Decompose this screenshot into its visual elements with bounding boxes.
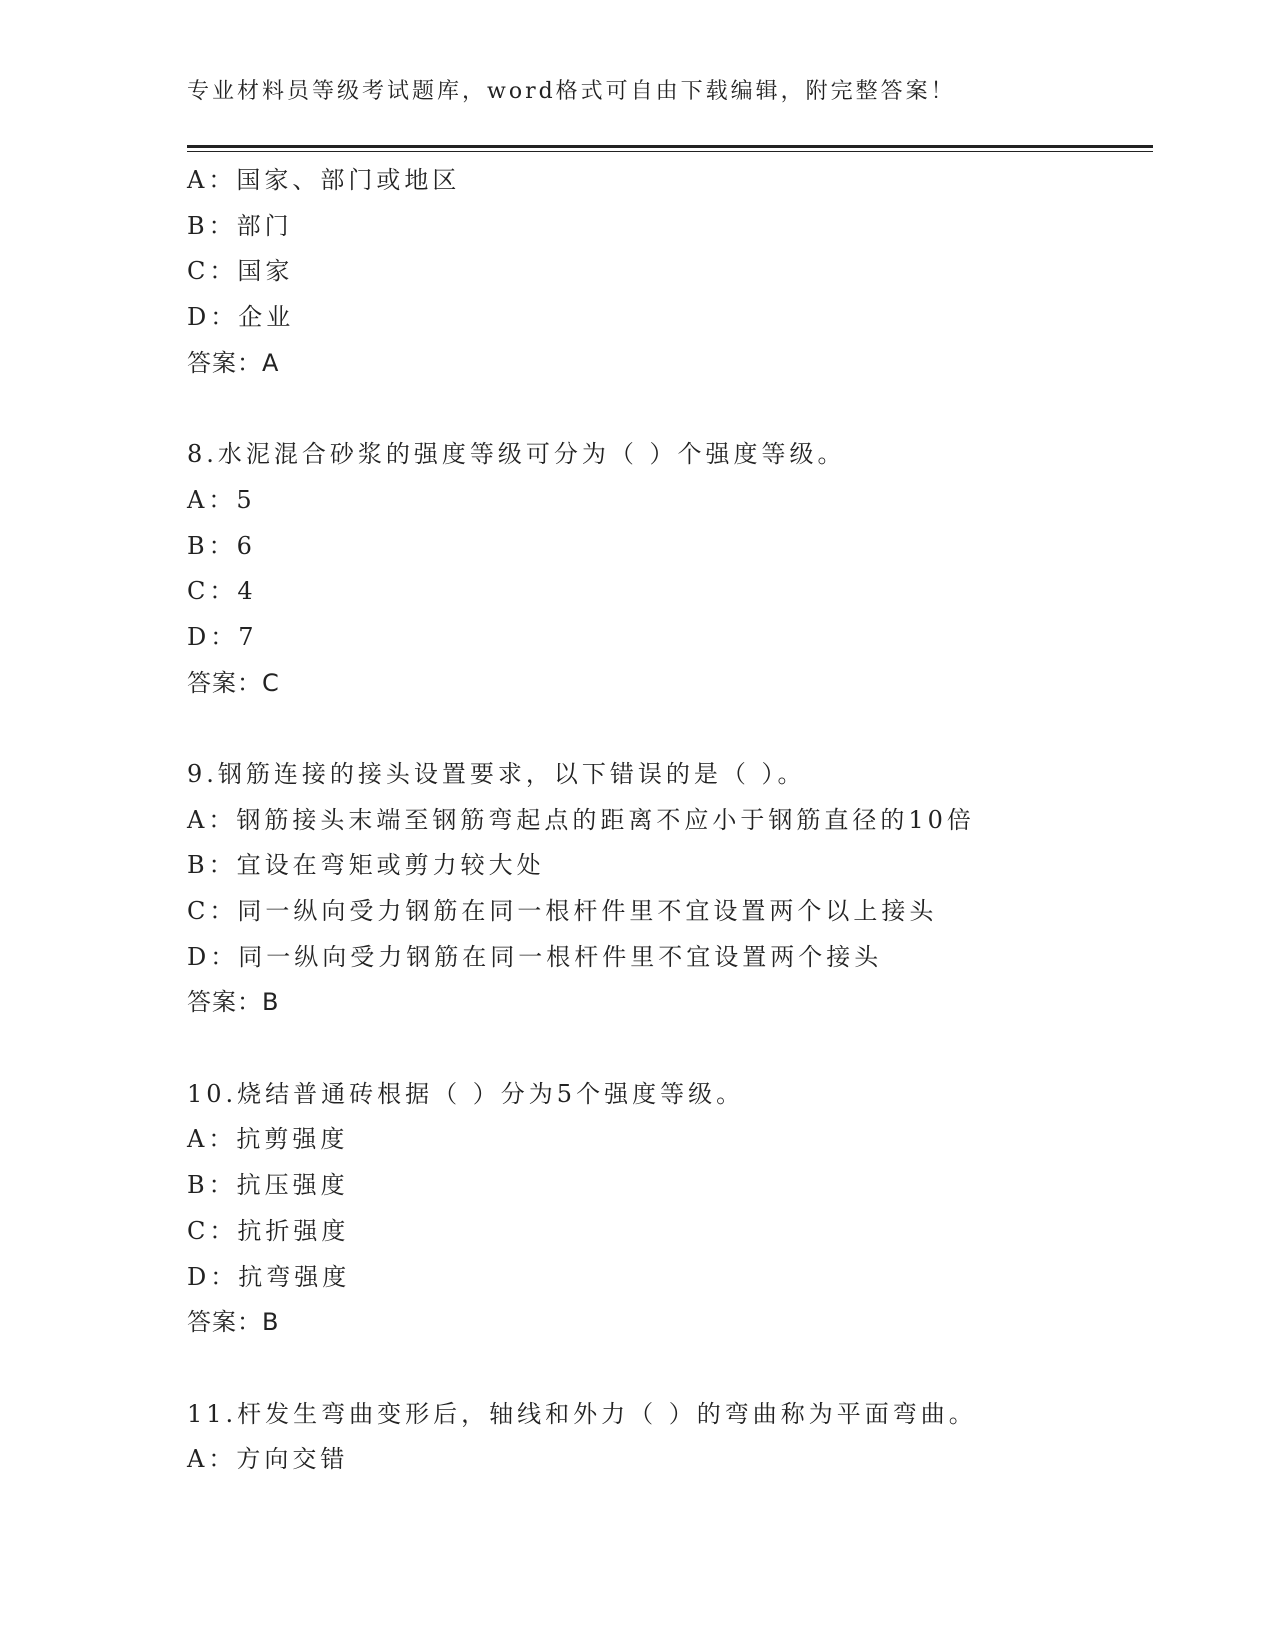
header-rule-thick — [187, 145, 1153, 148]
option-d: D：7 — [187, 622, 258, 651]
option-b: B：抗压强度 — [187, 1171, 349, 1200]
option-b: B：宜设在弯矩或剪力较大处 — [187, 851, 545, 880]
question-stem: 9.钢筋连接的接头设置要求，以下错误的是（ ）。 — [187, 759, 806, 788]
answer: 答案：B — [187, 988, 280, 1017]
question-10 — [187, 1072, 1153, 1346]
question-9 — [187, 752, 1153, 1026]
option-a: A：抗剪强度 — [187, 1125, 349, 1154]
option-b: B：6 — [187, 531, 256, 560]
question-stem: 11.杆发生弯曲变形后，轴线和外力（ ）的弯曲称为平面弯曲。 — [187, 1399, 977, 1428]
document-body — [187, 158, 1153, 1483]
answer: 答案：C — [187, 668, 280, 697]
option-d: D：抗弯强度 — [187, 1262, 351, 1291]
option-c: C：抗折强度 — [187, 1216, 350, 1245]
option-c: C：国家 — [187, 257, 294, 286]
question-11 — [187, 1392, 1153, 1483]
page-header: 专业材料员等级考试题库，word格式可自由下载编辑，附完整答案！ — [187, 79, 956, 104]
question-8 — [187, 432, 1153, 706]
option-c: C：4 — [187, 577, 257, 606]
answer: 答案：B — [187, 1308, 280, 1337]
answer: 答案：A — [187, 348, 280, 377]
option-a: A：国家、部门或地区 — [187, 166, 461, 194]
option-d: D：同一纵向受力钢筋在同一根杆件里不宜设置两个接头 — [187, 942, 883, 971]
question-fragment — [187, 158, 1153, 386]
option-d: D：企业 — [187, 303, 295, 332]
option-a: A：方向交错 — [187, 1445, 349, 1474]
option-c: C：同一纵向受力钢筋在同一根杆件里不宜设置两个以上接头 — [187, 897, 938, 925]
option-a: A：钢筋接头末端至钢筋弯起点的距离不应小于钢筋直径的10倍 — [187, 805, 975, 834]
header-rule-thin — [187, 151, 1153, 152]
question-stem: 8.水泥混合砂浆的强度等级可分为（ ）个强度等级。 — [187, 440, 846, 469]
option-a: A：5 — [187, 485, 256, 514]
option-b: B：部门 — [187, 211, 293, 240]
question-stem: 10.烧结普通砖根据（ ）分为5个强度等级。 — [187, 1079, 745, 1108]
